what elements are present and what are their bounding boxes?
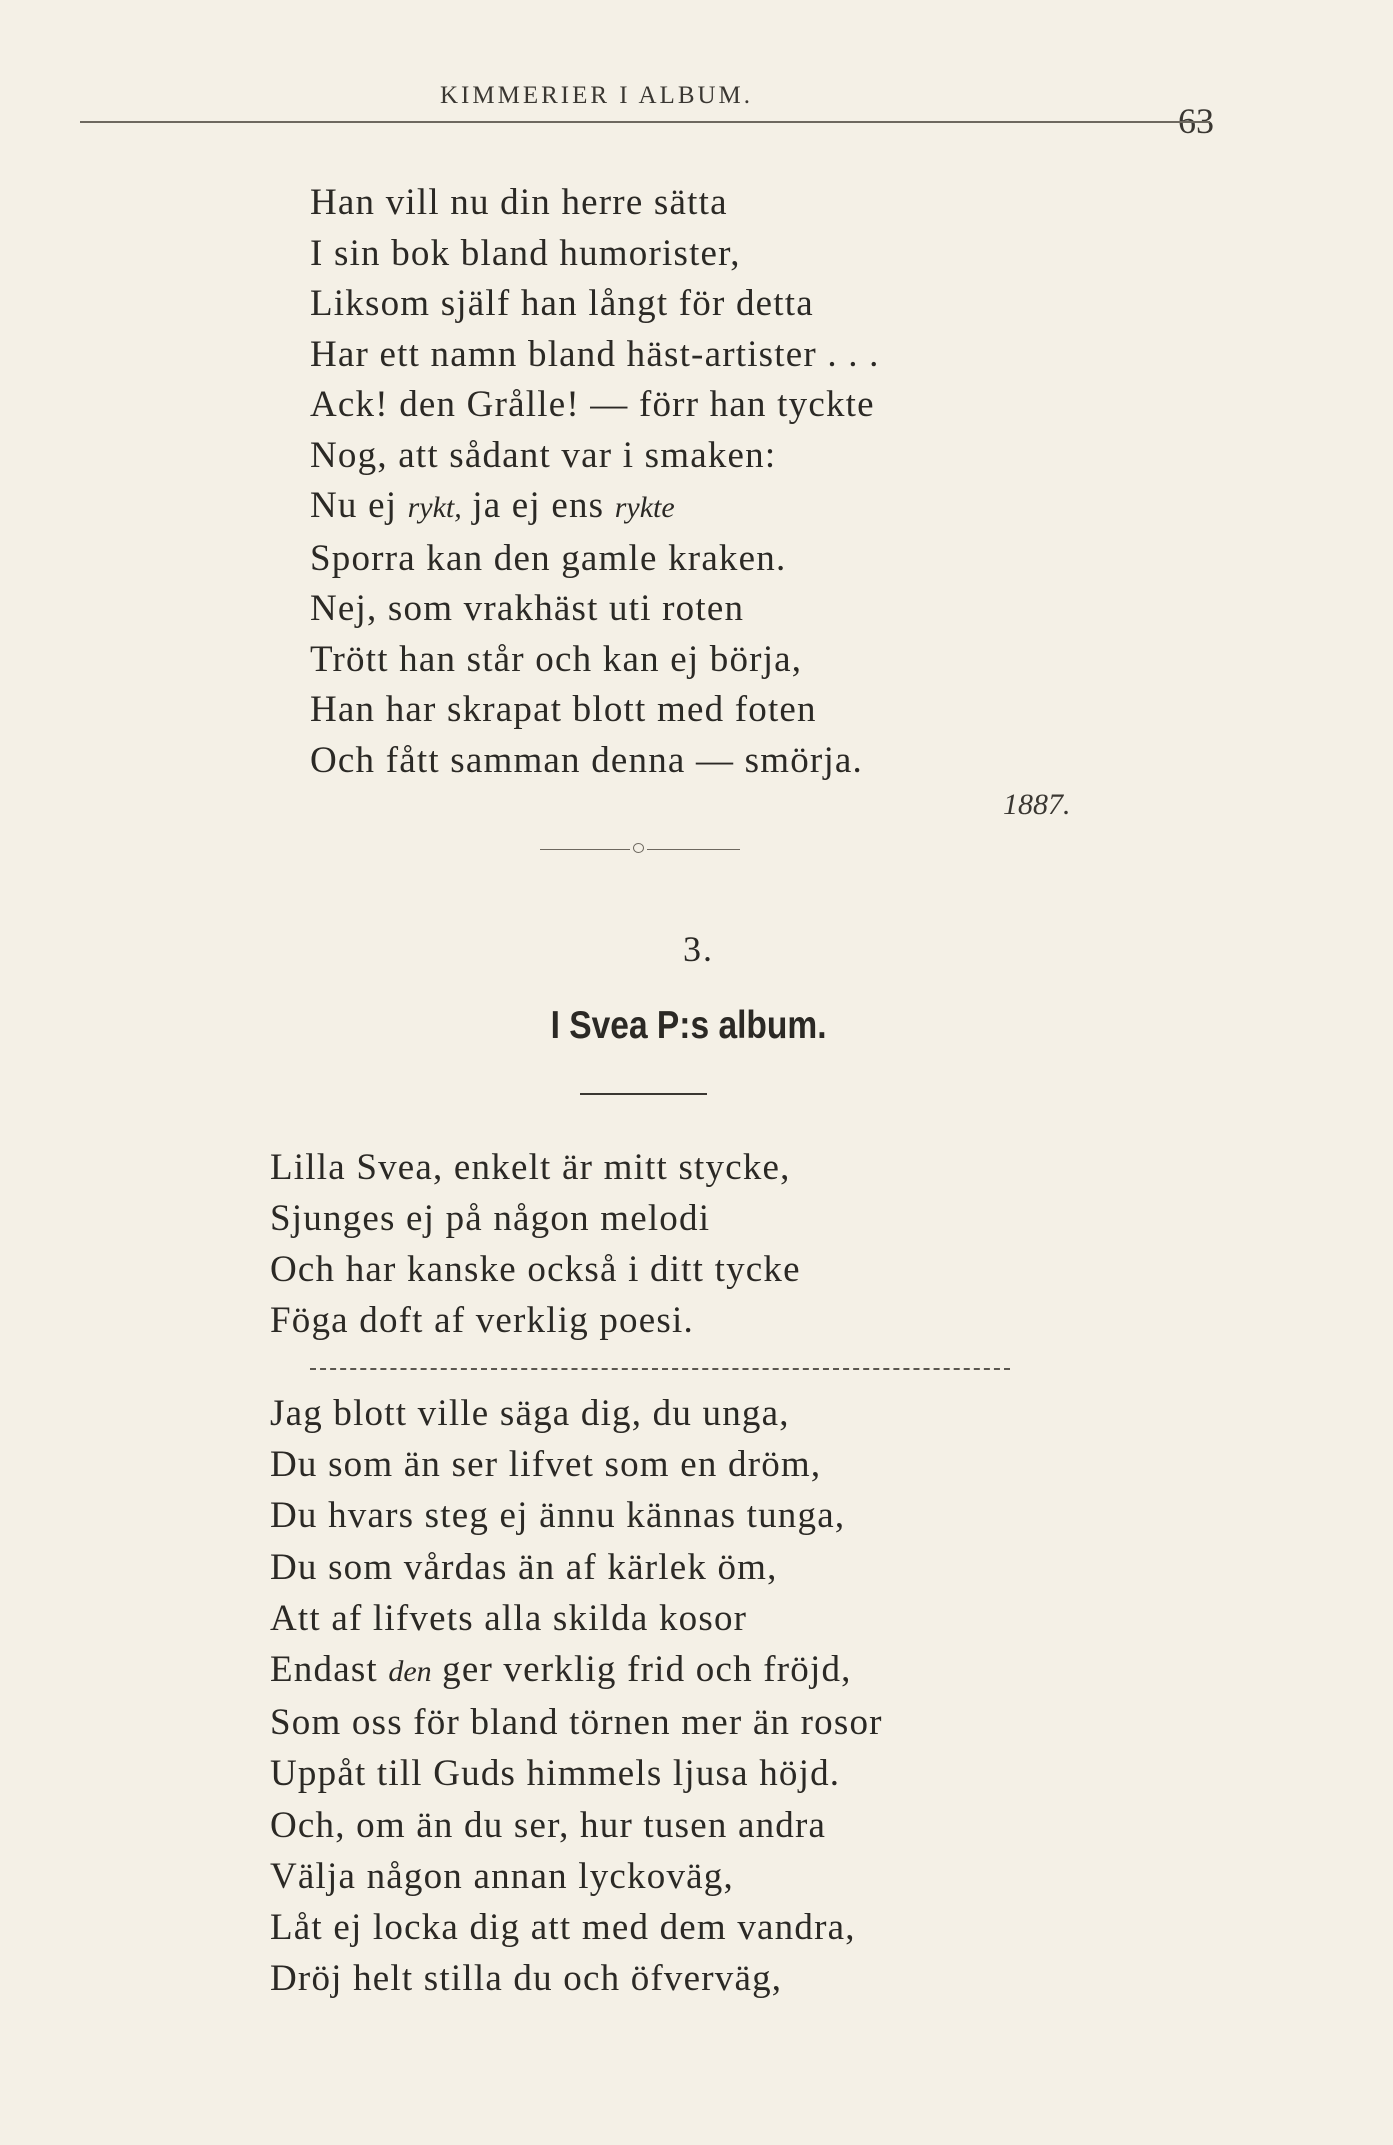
poem-line: Han har skrapat blott med foten [310, 689, 817, 730]
poem-2-stanza-2 [270, 1388, 883, 2004]
poem-line: Och har kanske också i ditt tycke [270, 1249, 801, 1290]
poem-line: Lilla Svea, enkelt är mitt stycke, [270, 1147, 791, 1188]
poem-line: Nej, som vrakhäst uti roten [310, 588, 745, 629]
poem-line: Jag blott ville säga dig, du unga, [270, 1393, 790, 1434]
poem-line: Ack! den Grålle! — förr han tyckte [310, 384, 875, 425]
poem-2-stanza-1 [270, 1142, 801, 1346]
poem-line: Föga doft af verklig poesi. [270, 1300, 694, 1341]
poem-line: Dröj helt stilla du och öfverväg, [270, 1958, 783, 2000]
poem-line: Du som än ser lifvet som en dröm, [270, 1444, 822, 1486]
poem-1-stanza [310, 178, 880, 786]
poem-line: Uppåt till Guds himmels ljusa höjd. [270, 1753, 841, 1795]
poem-line: Låt ej locka dig att med dem vandra, [270, 1907, 856, 1949]
section-ornament [540, 842, 740, 856]
header-rule [80, 121, 1210, 123]
poem-line: Som oss för bland törnen mer än rosor [270, 1702, 883, 1744]
poem-line: Sjunges ej på någon melodi [270, 1198, 711, 1239]
poem-line: Att af lifvets alla skilda kosor [270, 1597, 748, 1639]
poem-line: Välja någon annan lyckoväg, [270, 1855, 734, 1897]
italic-word: rykt, [407, 491, 462, 524]
poem-line: Han vill nu din herre sätta [310, 182, 728, 223]
running-head: KIMMERIER I ALBUM. [440, 82, 754, 109]
poem-line: I sin bok bland humorister, [310, 232, 741, 274]
poem-line: Har ett namn bland häst-artister . . . [310, 333, 880, 375]
poem-line: Du hvars steg ej ännu kännas tunga, [270, 1495, 846, 1537]
dashed-separator [310, 1368, 1010, 1370]
poem-line: Nu ej rykt, ja ej ens rykte [310, 485, 675, 526]
poem-line: Du som vårdas än af kärlek öm, [270, 1546, 778, 1588]
title-rule [580, 1093, 707, 1095]
section-title: I Svea P:s album. [550, 1004, 827, 1047]
poem-line: Endast den ger verklig frid och fröjd, [270, 1649, 852, 1691]
page-number: 63 [1178, 101, 1214, 141]
poem-line: Och, om än du ser, hur tusen andra [270, 1804, 827, 1846]
poem-line: Och fått samman denna — smörja. [310, 739, 863, 781]
poem-line: Liksom själf han långt för detta [310, 283, 814, 324]
poem-line: Sporra kan den gamle kraken. [310, 537, 787, 579]
ornament-rule-right [647, 849, 740, 850]
poem-line: Nog, att sådant var i smaken: [310, 434, 777, 476]
italic-word: den [388, 1655, 432, 1689]
ornament-circle [633, 843, 644, 853]
poem-date: 1887. [1003, 788, 1071, 821]
ornament-rule-left [540, 849, 630, 850]
poem-line: Trött han står och kan ej börja, [310, 638, 803, 680]
section-number: 3. [683, 929, 714, 969]
italic-word: rykte [614, 491, 675, 524]
